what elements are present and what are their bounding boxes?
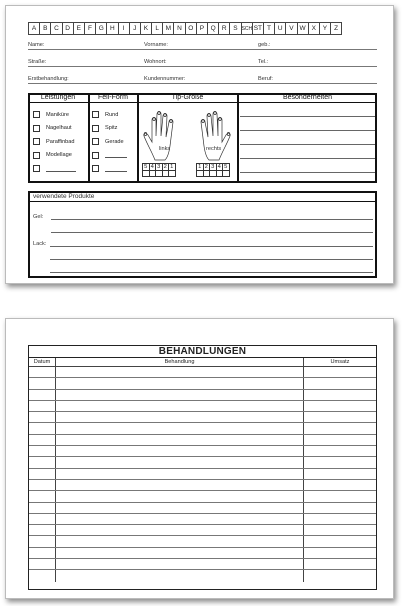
table-cell[interactable] — [304, 503, 376, 513]
list-item[interactable] — [33, 165, 76, 172]
finger-number: 2 — [162, 163, 170, 171]
field-tel-label: Tel.: — [258, 59, 269, 65]
table-row[interactable] — [29, 570, 376, 581]
alphabet-letter[interactable]: T — [263, 22, 275, 35]
table-cell[interactable] — [29, 514, 56, 524]
item-label: Paraffinbad — [46, 138, 75, 145]
list-item[interactable] — [33, 111, 69, 118]
item-label — [105, 152, 127, 158]
table-cell[interactable] — [29, 390, 56, 400]
alphabet-letter[interactable]: O — [185, 22, 197, 35]
table-cell[interactable] — [304, 559, 376, 569]
col-datum-header: Datum — [29, 358, 56, 366]
behandlungen-title: BEHANDLUNGEN — [29, 346, 376, 358]
table-row[interactable] — [29, 378, 376, 389]
table-row[interactable] — [29, 469, 376, 480]
table-cell[interactable] — [29, 412, 56, 422]
list-item[interactable] — [92, 138, 124, 145]
item-label: Gerade — [105, 138, 124, 145]
field-wohnort-label: Wohnort: — [144, 59, 167, 65]
table-row[interactable] — [29, 514, 376, 525]
table-cell[interactable] — [29, 457, 56, 467]
table-cell[interactable] — [304, 570, 376, 581]
table-cell[interactable] — [56, 390, 304, 400]
table-cell[interactable] — [56, 525, 304, 535]
product-line[interactable] — [51, 232, 373, 233]
field-kundennummer-label: Kundennummer: — [144, 76, 186, 82]
table-cell[interactable] — [29, 435, 56, 445]
table-row[interactable] — [29, 435, 376, 446]
right-size-boxes[interactable] — [196, 170, 229, 177]
item-label: Modellage — [46, 152, 72, 158]
product-line[interactable] — [50, 246, 373, 247]
table-cell[interactable] — [29, 367, 56, 377]
feilform-header: Feil-Form — [98, 94, 128, 101]
alphabet-letter[interactable]: M — [162, 22, 174, 35]
notes-line[interactable] — [240, 116, 375, 117]
finger-number: 5 — [222, 163, 230, 171]
alphabet-letter[interactable]: X — [308, 22, 320, 35]
notes-line[interactable] — [240, 144, 375, 145]
left-hand-icon — [144, 111, 173, 160]
field-line[interactable] — [28, 83, 377, 84]
divider — [88, 93, 90, 183]
field-beruf-label: Beruf: — [258, 76, 273, 82]
table-cell[interactable] — [56, 491, 304, 501]
table-cell[interactable] — [29, 525, 56, 535]
table-cell[interactable] — [29, 378, 56, 388]
header-divider — [28, 102, 377, 103]
table-cell[interactable] — [56, 412, 304, 422]
table-cell[interactable] — [304, 423, 376, 433]
table-cell[interactable] — [56, 548, 304, 558]
notes-line[interactable] — [240, 158, 375, 159]
table-row[interactable] — [29, 503, 376, 514]
right-hand-icon — [201, 111, 230, 160]
table-row[interactable] — [29, 367, 376, 378]
alphabet-letter[interactable]: L — [151, 22, 163, 35]
alphabet-letter[interactable]: G — [95, 22, 107, 35]
table-row[interactable] — [29, 480, 376, 491]
table-header-row — [29, 358, 376, 367]
checkbox[interactable] — [92, 111, 99, 118]
products-box — [28, 191, 377, 278]
table-cell[interactable] — [29, 446, 56, 456]
hand-diagram — [139, 106, 235, 164]
list-item[interactable] — [92, 125, 117, 132]
table-cell[interactable] — [56, 503, 304, 513]
finger-number: 4 — [216, 163, 224, 171]
table-cell[interactable] — [304, 446, 376, 456]
field-line[interactable] — [28, 66, 377, 67]
item-label: Maniküre — [46, 111, 70, 118]
table-cell[interactable] — [304, 469, 376, 479]
table-cell[interactable] — [304, 457, 376, 467]
table-cell[interactable] — [56, 457, 304, 467]
table-cell[interactable] — [304, 514, 376, 524]
table-row[interactable] — [29, 401, 376, 412]
field-line[interactable] — [28, 49, 377, 50]
table-cell[interactable] — [56, 378, 304, 388]
alphabet-letter[interactable]: A — [28, 22, 40, 35]
table-cell[interactable] — [29, 570, 56, 581]
alphabet-letter[interactable]: E — [73, 22, 85, 35]
gel-label: Gel: — [33, 214, 44, 220]
table-cell[interactable] — [304, 548, 376, 558]
item-label — [105, 166, 127, 172]
checkbox[interactable] — [33, 138, 40, 145]
alphabet-letter[interactable]: S — [229, 22, 241, 35]
checkbox[interactable] — [92, 152, 99, 159]
checkbox[interactable] — [33, 125, 40, 132]
checkbox[interactable] — [33, 152, 40, 159]
item-label: Spitz — [105, 125, 118, 131]
table-rows — [29, 367, 376, 582]
table-cell[interactable] — [304, 525, 376, 535]
notes-line[interactable] — [240, 172, 375, 173]
alphabet-letter[interactable]: D — [62, 22, 74, 35]
field-vorname-label: Vorname: — [144, 42, 168, 48]
alphabet-letter[interactable]: SCH — [241, 22, 253, 35]
alphabet-letter[interactable]: C — [50, 22, 62, 35]
table-row[interactable] — [29, 423, 376, 434]
item-label: Rund — [105, 111, 119, 118]
products-header-divider — [28, 201, 377, 202]
lack-label: Lack: — [33, 241, 47, 247]
alphabet-letter[interactable]: U — [274, 22, 286, 35]
table-cell[interactable] — [304, 378, 376, 388]
table-cell[interactable] — [56, 514, 304, 524]
table-cell[interactable] — [304, 435, 376, 445]
table-row[interactable] — [29, 548, 376, 559]
alphabet-letter[interactable]: Q — [207, 22, 219, 35]
table-cell[interactable] — [304, 536, 376, 546]
checkbox[interactable] — [33, 111, 40, 118]
alphabet-letter[interactable]: J — [129, 22, 141, 35]
table-cell[interactable] — [29, 480, 56, 490]
field-name-label: Name: — [28, 42, 45, 48]
table-cell[interactable] — [29, 423, 56, 433]
product-line[interactable] — [51, 219, 373, 220]
product-line[interactable] — [50, 272, 373, 273]
table-cell[interactable] — [304, 390, 376, 400]
checkbox[interactable] — [33, 165, 40, 172]
table-cell[interactable] — [304, 491, 376, 501]
table-cell[interactable] — [304, 401, 376, 411]
left-size-boxes[interactable] — [142, 170, 175, 177]
table-cell[interactable] — [304, 480, 376, 490]
finger-number: 2 — [203, 163, 211, 171]
size-box[interactable] — [222, 170, 230, 177]
customer-card-back — [5, 318, 394, 599]
table-row[interactable] — [29, 559, 376, 570]
alphabet-letter[interactable]: I — [118, 22, 130, 35]
table-cell[interactable] — [56, 570, 304, 581]
alphabet-letter[interactable]: W — [297, 22, 309, 35]
item-label — [46, 166, 76, 172]
links-label: links — [159, 146, 171, 152]
behandlungen-table — [28, 345, 377, 590]
table-cell[interactable] — [29, 503, 56, 513]
alphabet-letter[interactable]: N — [173, 22, 185, 35]
finger-number: 3 — [155, 163, 163, 171]
table-cell[interactable] — [56, 559, 304, 569]
finger-number: 3 — [209, 163, 217, 171]
table-cell[interactable] — [56, 435, 304, 445]
leistungen-header: Leistungen — [40, 94, 76, 101]
alphabet-letter[interactable]: ST — [252, 22, 264, 35]
item-label: Nagelhaut — [46, 125, 72, 131]
field-strasse-label: Straße: — [28, 59, 47, 65]
table-row[interactable] — [29, 525, 376, 536]
alphabet-index — [28, 22, 341, 35]
table-cell[interactable] — [56, 423, 304, 433]
table-cell[interactable] — [56, 367, 304, 377]
table-cell[interactable] — [56, 401, 304, 411]
table-cell[interactable] — [29, 491, 56, 501]
alphabet-letter[interactable]: Y — [319, 22, 331, 35]
table-row[interactable] — [29, 457, 376, 468]
besonderheiten-header: Besonderheiten — [282, 94, 333, 101]
table-cell[interactable] — [29, 469, 56, 479]
table-cell[interactable] — [56, 446, 304, 456]
checkbox[interactable] — [92, 138, 99, 145]
alphabet-letter[interactable]: K — [140, 22, 152, 35]
alphabet-letter[interactable]: H — [106, 22, 118, 35]
finger-number: 5 — [142, 163, 150, 171]
finger-number: 1 — [168, 163, 176, 171]
table-row[interactable] — [29, 446, 376, 457]
table-cell[interactable] — [304, 412, 376, 422]
alphabet-letter[interactable]: V — [285, 22, 297, 35]
list-item[interactable] — [33, 152, 72, 159]
size-box[interactable] — [168, 170, 176, 177]
alphabet-letter[interactable]: R — [218, 22, 230, 35]
table-row[interactable] — [29, 412, 376, 423]
list-item[interactable] — [33, 125, 72, 132]
checkbox[interactable] — [92, 125, 99, 132]
customer-card-front — [5, 5, 394, 284]
table-cell[interactable] — [29, 536, 56, 546]
alphabet-letter[interactable]: F — [84, 22, 96, 35]
table-row[interactable] — [29, 390, 376, 401]
alphabet-letter[interactable]: Z — [330, 22, 342, 35]
table-cell[interactable] — [29, 401, 56, 411]
field-erstbehandlung-label: Erstbehandlung: — [28, 76, 69, 82]
list-item[interactable] — [33, 138, 75, 145]
col-behandlung-header: Behandlung — [56, 358, 304, 366]
list-item[interactable] — [92, 111, 118, 118]
table-row[interactable] — [29, 491, 376, 502]
divider — [237, 93, 239, 183]
finger-number: 1 — [196, 163, 204, 171]
table-cell[interactable] — [56, 536, 304, 546]
notes-line[interactable] — [240, 130, 375, 131]
table-cell[interactable] — [56, 480, 304, 490]
tipgroesse-header: Tip-Größe — [171, 94, 204, 101]
col-umsatz-header: Umsatz — [330, 359, 350, 365]
list-item[interactable] — [92, 152, 127, 159]
table-cell[interactable] — [29, 559, 56, 569]
alphabet-letter[interactable]: P — [196, 22, 208, 35]
field-geb-label: geb.: — [258, 42, 271, 48]
table-row[interactable] — [29, 536, 376, 547]
table-cell[interactable] — [304, 367, 376, 377]
produkte-title: verwendete Produkte — [33, 193, 95, 200]
alphabet-letter[interactable]: B — [39, 22, 51, 35]
table-cell[interactable] — [29, 548, 56, 558]
rechts-label: rechts — [206, 146, 222, 152]
list-item[interactable] — [92, 165, 127, 172]
finger-number: 4 — [149, 163, 157, 171]
product-line[interactable] — [50, 259, 373, 260]
checkbox[interactable] — [92, 165, 99, 172]
table-cell[interactable] — [56, 469, 304, 479]
